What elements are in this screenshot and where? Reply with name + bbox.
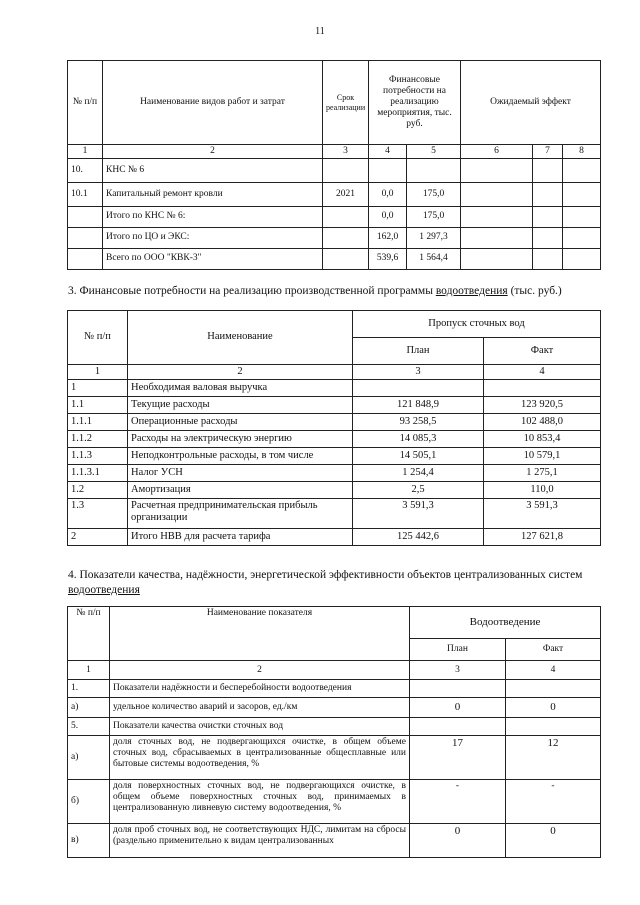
row-effect-cell — [461, 158, 533, 182]
finance-table — [67, 310, 601, 546]
table-row — [68, 248, 601, 269]
row-name: Всего по ООО "КВК-3" — [103, 248, 323, 269]
row-name: Необходимая валовая выручка — [128, 380, 353, 397]
col-header-plan: План — [410, 639, 506, 661]
row-effect-cell — [563, 227, 601, 248]
row-year — [323, 206, 369, 227]
quality-table — [67, 606, 601, 858]
row-fact: - — [506, 780, 601, 824]
row-fact: 102 488,0 — [484, 414, 601, 431]
row-name: Расчетная предпринимательская прибыль организации — [128, 499, 353, 529]
page-number: 11 — [315, 26, 325, 37]
row-name: Операционные расходы — [128, 414, 353, 431]
row-plan: 17 — [410, 736, 506, 780]
col-header-num: № п/п — [68, 311, 128, 365]
row-effect-cell — [563, 158, 601, 182]
row-effect-cell — [461, 182, 533, 206]
row-fact: 10 579,1 — [484, 448, 601, 465]
row-name: Капитальный ремонт кровли — [103, 182, 323, 206]
row-plan — [410, 718, 506, 736]
row-plan: 14 505,1 — [353, 448, 484, 465]
row-num: 1.2 — [68, 482, 128, 499]
row-num: 1.1 — [68, 397, 128, 414]
col-header-name: Наименование — [128, 311, 353, 365]
col-header-name: Наименование показателя — [110, 607, 410, 661]
col-number: 6 — [461, 145, 533, 159]
col-number: 4 — [369, 145, 407, 159]
col-number: 3 — [323, 145, 369, 159]
row-plan: 125 442,6 — [353, 529, 484, 546]
section-4-heading — [68, 568, 608, 598]
row-num: а) — [68, 736, 110, 780]
row-num: а) — [68, 698, 110, 718]
row-fact: 1 275,1 — [484, 465, 601, 482]
row-value-5: 175,0 — [407, 206, 461, 227]
row-plan: 0 — [410, 824, 506, 858]
col-header-num: № п/п — [68, 607, 110, 661]
table-row — [68, 482, 601, 499]
col-number: 8 — [563, 145, 601, 159]
col-header-name: Наименование видов работ и затрат — [103, 61, 323, 145]
table-row — [68, 680, 601, 698]
row-year: 2021 — [323, 182, 369, 206]
col-number: 5 — [407, 145, 461, 159]
table-row — [68, 499, 601, 529]
col-number: 3 — [410, 661, 506, 680]
row-effect-cell — [461, 206, 533, 227]
row-name: доля поверхностных сточных вод, не подвергающихся очистке, в общем объеме поверхностных сточных вод, принимаемых в централизованную ливневую систему водоотведения, % — [110, 780, 410, 824]
row-value-4: 539,6 — [369, 248, 407, 269]
table-row — [68, 780, 601, 824]
row-plan: - — [410, 780, 506, 824]
row-fact — [506, 680, 601, 698]
row-plan: 0 — [410, 698, 506, 718]
col-number: 2 — [110, 661, 410, 680]
table-row — [68, 158, 601, 182]
table-row — [68, 465, 601, 482]
col-number: 1 — [68, 365, 128, 380]
row-name: Налог УСН — [128, 465, 353, 482]
row-name: Текущие расходы — [128, 397, 353, 414]
row-value-4: 162,0 — [369, 227, 407, 248]
row-fact: 127 621,8 — [484, 529, 601, 546]
row-num: в) — [68, 824, 110, 858]
row-value-4 — [369, 158, 407, 182]
row-effect-cell — [533, 227, 563, 248]
row-name: КНС № 6 — [103, 158, 323, 182]
row-plan: 93 258,5 — [353, 414, 484, 431]
table-row — [68, 448, 601, 465]
row-plan: 1 254,4 — [353, 465, 484, 482]
table-row — [68, 182, 601, 206]
row-name: Показатели надёжности и бесперебойности водоотведения — [110, 680, 410, 698]
col-header-num: № п/п — [68, 61, 103, 145]
row-fact: 0 — [506, 824, 601, 858]
heading-text: 4. Показатели качества, надёжности, энергетической эффективности объектов централизованных систем — [68, 569, 583, 581]
row-fact: 12 — [506, 736, 601, 780]
row-fact — [506, 718, 601, 736]
row-value-5: 1 564,4 — [407, 248, 461, 269]
row-fact — [484, 380, 601, 397]
col-number: 4 — [484, 365, 601, 380]
row-name: Показатели качества очистки сточных вод — [110, 718, 410, 736]
row-num — [68, 248, 103, 269]
row-effect-cell — [563, 248, 601, 269]
row-effect-cell — [461, 227, 533, 248]
table-row — [68, 397, 601, 414]
col-number: 7 — [533, 145, 563, 159]
row-value-5: 1 297,3 — [407, 227, 461, 248]
row-num: 1.1.3.1 — [68, 465, 128, 482]
col-header-effect: Ожидаемый эффект — [461, 61, 601, 145]
row-num: 1. — [68, 680, 110, 698]
row-num: 1.1.1 — [68, 414, 128, 431]
row-name: Амортизация — [128, 482, 353, 499]
col-number: 1 — [68, 145, 103, 159]
row-num — [68, 206, 103, 227]
col-number: 2 — [103, 145, 323, 159]
row-value-4: 0,0 — [369, 182, 407, 206]
row-effect-cell — [563, 182, 601, 206]
row-name: Итого по ЦО и ЭКС: — [103, 227, 323, 248]
row-effect-cell — [533, 206, 563, 227]
row-name: Итого по КНС № 6: — [103, 206, 323, 227]
row-year — [323, 248, 369, 269]
col-header-period: Срок реализации — [323, 61, 369, 145]
row-effect-cell — [461, 248, 533, 269]
row-num: 1 — [68, 380, 128, 397]
col-header-fact: Факт — [506, 639, 601, 661]
row-num: 1.1.3 — [68, 448, 128, 465]
row-plan — [353, 380, 484, 397]
table-row — [68, 736, 601, 780]
table-row — [68, 431, 601, 448]
row-name: Расходы на электрическую энергию — [128, 431, 353, 448]
heading-underlined-text: водоотведения — [68, 583, 140, 596]
row-fact: 0 — [506, 698, 601, 718]
row-fact: 123 920,5 — [484, 397, 601, 414]
row-num: 1.1.2 — [68, 431, 128, 448]
col-number: 4 — [506, 661, 601, 680]
row-plan: 2,5 — [353, 482, 484, 499]
row-effect-cell — [533, 182, 563, 206]
row-effect-cell — [533, 248, 563, 269]
row-plan: 3 591,3 — [353, 499, 484, 529]
row-fact: 3 591,3 — [484, 499, 601, 529]
row-name: удельное количество аварий и засоров, ед./км — [110, 698, 410, 718]
col-header-finance: Финансовые потребности на реализацию мероприятия, тыс. руб. — [369, 61, 461, 145]
table-row — [68, 824, 601, 858]
row-year — [323, 227, 369, 248]
row-num: 5. — [68, 718, 110, 736]
col-header-fact: Факт — [484, 338, 601, 365]
table-row — [68, 698, 601, 718]
col-number: 2 — [128, 365, 353, 380]
row-num: б) — [68, 780, 110, 824]
heading-text: 3. Финансовые потребности на реализацию производственной программы — [68, 285, 436, 297]
col-number: 1 — [68, 661, 110, 680]
table-row — [68, 414, 601, 431]
row-name: доля проб сточных вод, не соответствующих НДС, лимитам на сбросы (раздельно применительно к видам централизованных — [110, 824, 410, 858]
row-plan: 121 848,9 — [353, 397, 484, 414]
investment-table — [67, 60, 601, 270]
row-plan: 14 085,3 — [353, 431, 484, 448]
row-year — [323, 158, 369, 182]
row-value-5 — [407, 158, 461, 182]
row-effect-cell — [533, 158, 563, 182]
table-row — [68, 227, 601, 248]
row-fact: 110,0 — [484, 482, 601, 499]
table-row — [68, 380, 601, 397]
row-fact: 10 853,4 — [484, 431, 601, 448]
row-effect-cell — [563, 206, 601, 227]
heading-text: (тыс. руб.) — [507, 285, 562, 297]
row-num: 10. — [68, 158, 103, 182]
col-header-plan: План — [353, 338, 484, 365]
col-header-group: Водоотведение — [410, 607, 601, 639]
row-num: 1.3 — [68, 499, 128, 529]
heading-underlined-text: водоотведения — [435, 285, 508, 297]
row-num — [68, 227, 103, 248]
col-header-group: Пропуск сточных вод — [353, 311, 601, 338]
row-num: 10.1 — [68, 182, 103, 206]
row-plan — [410, 680, 506, 698]
table-row — [68, 206, 601, 227]
row-value-4: 0,0 — [369, 206, 407, 227]
row-name: Неподконтрольные расходы, в том числе — [128, 448, 353, 465]
col-number: 3 — [353, 365, 484, 380]
row-name: доля сточных вод, не подвергающихся очистке, в общем объеме сточных вод, сбрасываемых в централизованные общесплавные или бытовые системы водоотведения, % — [110, 736, 410, 780]
table-row — [68, 529, 601, 546]
row-value-5: 175,0 — [407, 182, 461, 206]
row-num: 2 — [68, 529, 128, 546]
row-name: Итого НВВ для расчета тарифа — [128, 529, 353, 546]
section-3-heading — [68, 285, 562, 297]
table-row — [68, 718, 601, 736]
